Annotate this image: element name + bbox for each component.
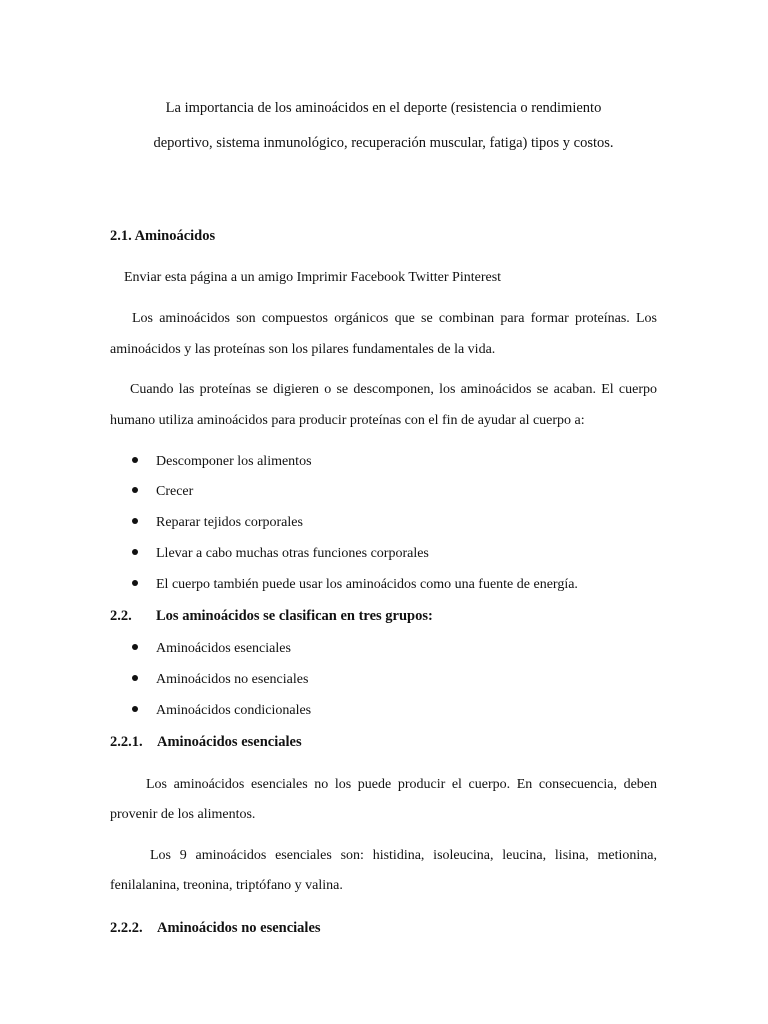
list-item: Crecer [132,484,193,500]
paragraph-essential-list-line-1: Los 9 aminoácidos esenciales son: histidina, isoleucina, leucina, lisina, metionina, [150,848,657,863]
paragraph-proteins-line-2: humano utiliza aminoácidos para producir proteínas con el fin de ayudar al cuerpo a: [110,413,585,428]
paragraph-essential-list-line-2: fenilalanina, treonina, triptófano y valina. [110,878,343,893]
list-item: Reparar tejidos corporales [132,515,303,531]
list-item: Aminoácidos esenciales [132,641,291,657]
paragraph-essential-line-2: provenir de los alimentos. [110,807,256,822]
document-title-line-2: deportivo, sistema inmunológico, recuperación muscular, fatiga) tipos y costos. [153,135,614,151]
section-2-1-heading: 2.1. Aminoácidos [110,228,216,244]
list-item: Descomponer los alimentos [132,454,312,470]
paragraph-essential-line-1: Los aminoácidos esenciales no los puede producir el cuerpo. En consecuencia, deben [146,777,657,792]
bullet-dot-icon [132,706,138,712]
bullet-dot-icon [132,457,138,463]
bullet-dot-icon [132,518,138,524]
bullet-dot-icon [132,487,138,493]
bullet-dot-icon [132,580,138,586]
section-2-2-heading: 2.2. Los aminoácidos se clasifican en tres grupos: [110,608,433,624]
list-item: Aminoácidos no esenciales [132,672,308,688]
share-links-text: Enviar esta página a un amigo Imprimir Facebook Twitter Pinterest [124,270,502,285]
document-title-line-1: La importancia de los aminoácidos en el deporte (resistencia o rendimiento [165,100,602,116]
paragraph-aminoacids-line-2: aminoácidos y las proteínas son los pilares fundamentales de la vida. [110,342,496,357]
bullet-dot-icon [132,675,138,681]
bullet-dot-icon [132,549,138,555]
paragraph-proteins-line-1: Cuando las proteínas se digieren o se descomponen, los aminoácidos se acaban. El cuerpo [130,382,657,397]
section-2-2-1-heading: 2.2.1. Aminoácidos esenciales [110,734,302,750]
section-number: 2.2. [110,608,132,624]
section-2-2-2-heading: 2.2.2. Aminoácidos no esenciales [110,920,321,936]
bullet-dot-icon [132,644,138,650]
section-number: 2.2.1. [110,734,143,750]
list-item: Aminoácidos condicionales [132,703,311,719]
list-item: El cuerpo también puede usar los aminoácidos como una fuente de energía. [132,577,578,593]
section-number: 2.2.2. [110,920,143,936]
paragraph-aminoacids-line-1: Los aminoácidos son compuestos orgánicos que se combinan para formar proteínas. Los [132,311,657,326]
list-item: Llevar a cabo muchas otras funciones corporales [132,546,429,562]
